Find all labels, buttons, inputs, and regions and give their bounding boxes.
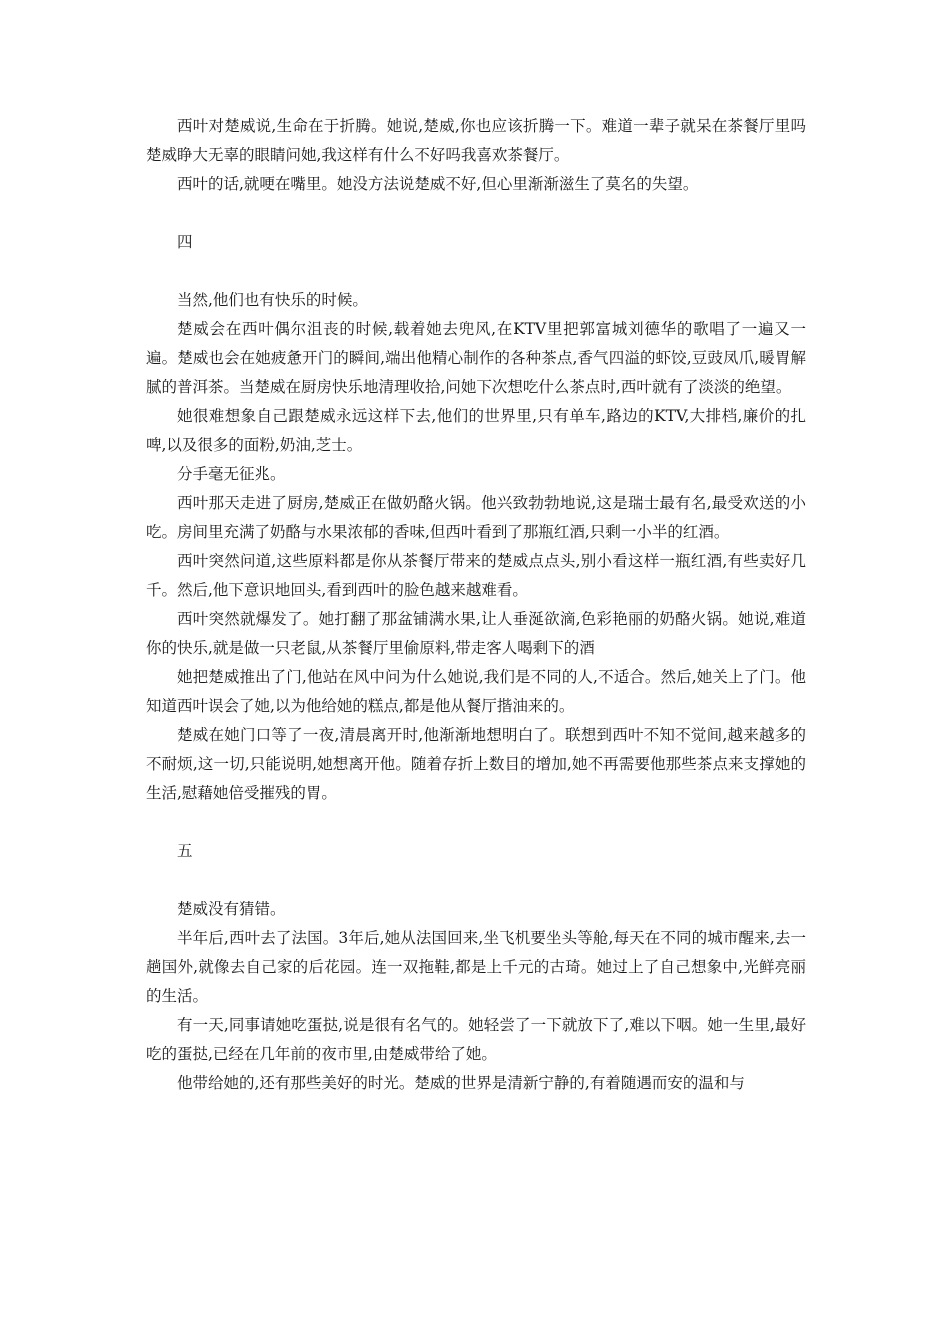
paragraph: 半年后,西叶去了法国。3年后,她从法国回来,坐飞机要坐头等舱,每天在不同的城市醒来,去一趟国外,就像去自己家的后花园。连一双拖鞋,都是上千元的古琦。她过上了自己想象中,光鲜亮丽的生活。 (146, 929, 806, 1005)
paragraph: 她把楚威推出了门,他站在风中问为什么她说,我们是不同的人,不适合。然后,她关上了门。他知道西叶误会了她,以为他给她的糕点,都是他从餐厅揩油来的。 (146, 668, 806, 715)
paragraph: 西叶突然就爆发了。她打翻了那盆铺满水果,让人垂涎欲滴,色彩艳丽的奶酪火锅。她说,难道你的快乐,就是做一只老鼠,从茶餐厅里偷原料,带走客人喝剩下的酒 (146, 610, 806, 657)
paragraph: 楚威没有猜错。 (177, 900, 286, 918)
paragraph: 西叶的话,就哽在嘴里。她没方法说楚威不好,但心里渐渐滋生了莫名的失望。 (177, 175, 699, 193)
paragraph: 西叶那天走进了厨房,楚威正在做奶酪火锅。他兴致勃勃地说,这是瑞士最有名,最受欢送的小吃。房间里充满了奶酪与水果浓郁的香味,但西叶看到了那瓶红酒,只剩一小半的红酒。 (146, 494, 806, 541)
paragraph: 分手毫无征兆。 (177, 465, 286, 483)
section-heading: 五 (177, 842, 193, 860)
paragraph: 西叶对楚威说,生命在于折腾。她说,楚威,你也应该折腾一下。难道一辈子就呆在茶餐厅里吗楚威睁大无辜的眼睛问她,我这样有什么不好吗我喜欢茶餐厅。 (146, 117, 806, 164)
spacer (146, 257, 806, 286)
paragraph: 她很难想象自己跟楚威永远这样下去,他们的世界里,只有单车,路边的KTV,大排档,廉价的扎啤,以及很多的面粉,奶油,芝士。 (146, 407, 806, 454)
paragraph: 西叶突然问道,这些原料都是你从茶餐厅带来的楚威点点头,别小看这样一瓶红酒,有些卖好几千。然后,他下意识地回头,看到西叶的脸色越来越难看。 (146, 552, 806, 599)
spacer (146, 199, 806, 228)
paragraph: 有一天,同事请她吃蛋挞,说是很有名气的。她轻尝了一下就放下了,难以下咽。她一生里,最好吃的蛋挞,已经在几年前的夜市里,由楚威带给了她。 (146, 1016, 806, 1063)
paragraph: 楚威在她门口等了一夜,清晨离开时,他渐渐地想明白了。联想到西叶不知不觉间,越来越多的不耐烦,这一切,只能说明,她想离开他。随着存折上数目的增加,她不再需要他那些茶点来支撑她的生活,慰藉她倍受摧残的胃。 (146, 726, 806, 802)
paragraph: 当然,他们也有快乐的时候。 (177, 291, 368, 309)
paragraph: 楚威会在西叶偶尔沮丧的时候,载着她去兜风,在KTV里把郭富城刘德华的歌唱了一遍又一遍。楚威也会在她疲惫开门的瞬间,端出他精心制作的各种茶点,香气四溢的虾饺,豆豉凤爪,暖胃解腻的普洱茶。当楚威在厨房快乐地清理收拾,问她下次想吃什么茶点时,西叶就有了淡淡的绝望。 (146, 320, 806, 396)
paragraph: 他带给她的,还有那些美好的时光。楚威的世界是清新宁静的,有着随遇而安的温和与 (177, 1074, 745, 1092)
document-page (146, 112, 806, 1098)
spacer (146, 866, 806, 895)
section-heading: 四 (177, 233, 193, 251)
spacer (146, 808, 806, 837)
